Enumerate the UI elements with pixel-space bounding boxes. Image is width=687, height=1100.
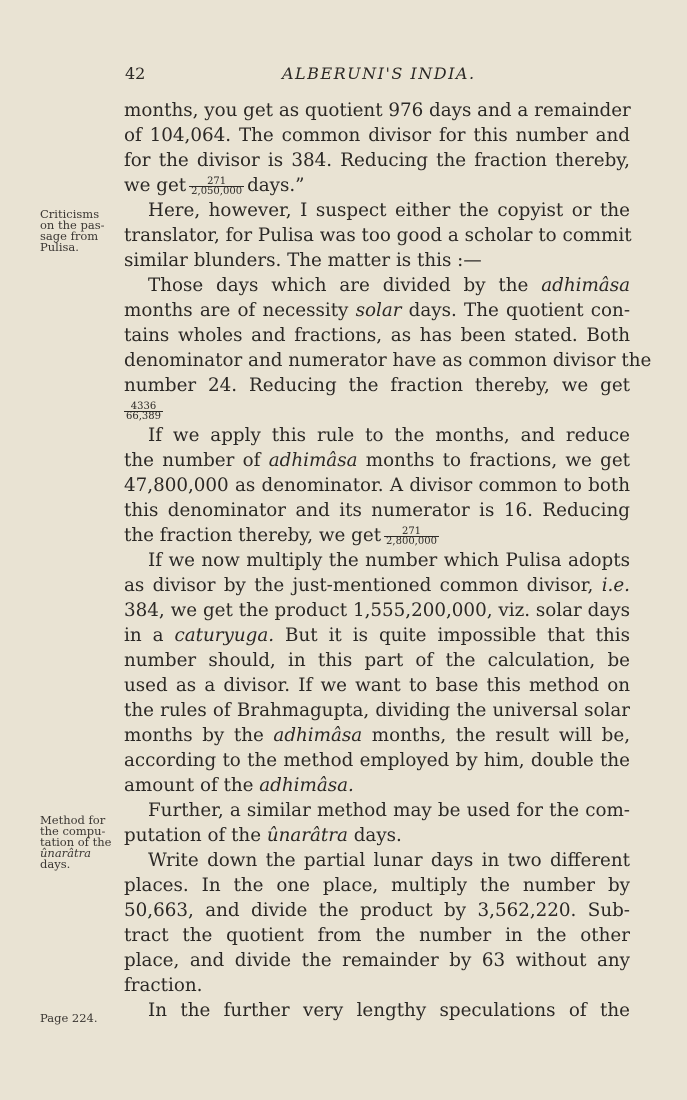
text-line [124,573,630,598]
main-text [124,98,652,1023]
text-span: months are of necessity [124,300,349,321]
fraction-numerator: 4336 [124,402,163,412]
text-span: the fraction thereby, we get [124,525,382,546]
text-line: for the divisor is 384. Reducing the fraction thereby, [124,150,630,171]
text-line: If we apply this rule to the months, and reduce [148,425,630,446]
text-line: this denominator and its numerator is 16. Reducing [124,500,630,521]
text-line: months, you get as quotient 976 days and a remainder [124,100,631,121]
text-line: In the further very lengthy speculations of the [148,1000,630,1021]
text-span: ûnarâtra [266,825,348,846]
fraction [124,402,163,421]
text-line: denominator and numerator have as common divisor the [124,350,652,371]
margin-line: Pulisa. [40,240,79,254]
text-span: the number of [124,450,261,471]
text-line [124,623,630,648]
margin-note-criticisms [40,209,122,253]
text-line: used as a divisor. If we want to base this method on [124,675,630,696]
text-line [124,823,630,848]
text-line [124,723,630,748]
text-line: tract the quotient from the number in the other [124,925,630,946]
text-line: number should, in this part of the calculation, be [124,650,630,671]
text-line: 50,663, and divide the product by 3,562,220. Sub- [124,900,630,921]
text-line: translator, for Pulisa was too good a scholar to commit [124,225,632,246]
fraction-numerator: 271 [189,177,244,187]
text-span: adhimâsa. [259,775,354,796]
text-span: adhimâsa [268,450,358,471]
margin-line: on the pas- [40,218,105,232]
text-line [124,173,630,198]
margin-line: Method for [40,813,106,827]
text-line: similar blunders. The matter is this :— [124,250,482,271]
text-line: place, and divide the remainder by 63 without any [124,950,630,971]
margin-line: days. [40,857,71,871]
text-span: days. [353,825,402,846]
text-line [124,523,630,548]
fraction-denominator: 66,389 [126,410,161,422]
text-line: tains wholes and fractions, as has been stated. Both [124,325,630,346]
margin-line: Criticisms [40,207,100,221]
fraction-numerator: 271 [384,527,439,537]
text-line: fraction. [124,975,203,996]
text-line: Here, however, I suspect either the copyist or the [148,200,630,221]
margin-note-method [40,815,122,870]
text-span: adhimâsa [541,275,630,296]
margin-line: ûnarâtra [40,846,91,860]
margin-line: the compu- [40,824,106,838]
margin-note-page-ref [40,1013,122,1024]
page-header [0,64,687,88]
page-number: 42 [125,64,146,83]
text-line: places. In the one place, multiply the number by [124,875,630,896]
text-line [124,298,630,323]
text-span: solar [355,300,402,321]
text-line [124,773,630,798]
fraction [384,527,439,546]
text-line [124,398,630,423]
text-span: we get [124,175,187,196]
text-line: If we now multiply the number which Pulisa adopts [148,550,630,571]
fraction [189,177,244,196]
text-span: Those days which are divided by the [148,275,529,296]
text-span: months by the [124,725,264,746]
text-span: in a [124,625,164,646]
text-span: adhimâsa [273,725,363,746]
running-title: ALBERUNI'S INDIA. [282,64,476,83]
text-line: number 24. Reducing the fraction thereby, we get [124,375,630,396]
text-span: i.e. [601,575,630,596]
text-span: months to fractions, we get [365,450,631,471]
text-line: 384, we get the product 1,555,200,000, viz. solar days [124,600,630,621]
fraction-denominator: 2,800,000 [386,535,437,547]
text-span: putation of the [124,825,262,846]
text-span: days. The quotient con- [408,300,630,321]
text-span: as divisor by the just-mentioned common divisor, [124,575,594,596]
text-line [124,448,630,473]
text-line: Further, a similar method may be used for the com- [148,800,630,821]
text-line: of 104,064. The common divisor for this number and [124,125,630,146]
margin-line: tation of the [40,835,112,849]
text-span: days.” [247,175,305,196]
text-line: the rules of Brahmagupta, dividing the universal solar [124,700,630,721]
text-line: Write down the partial lunar days in two different [148,850,630,871]
text-span: amount of the [124,775,254,796]
margin-line: Page 224. [40,1011,98,1025]
text-line [124,273,630,298]
text-line: 47,800,000 as denominator. A divisor common to both [124,475,630,496]
text-span: months, the result will be, [371,725,630,746]
fraction-denominator: 2,050,000 [191,185,243,197]
text-span: caturyuga. [174,625,275,646]
margin-line: sage from [40,229,99,243]
text-line: according to the method employed by him, double the [124,750,630,771]
text-span: But it is quite impossible that this [285,625,631,646]
